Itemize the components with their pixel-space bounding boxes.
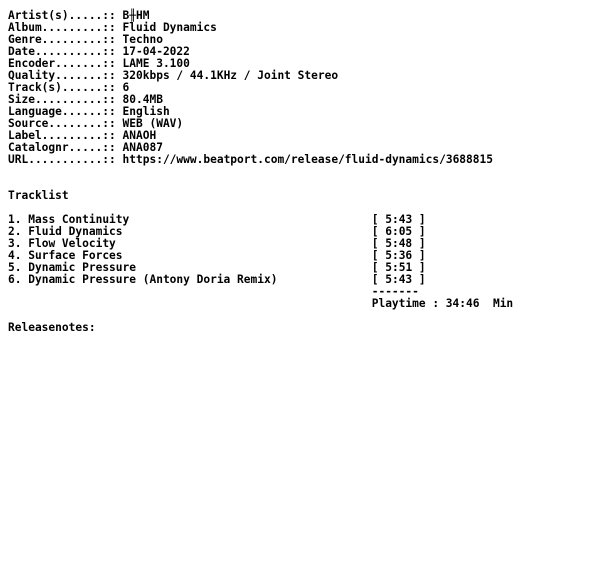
releasenotes-heading: Releasenotes:: [8, 321, 96, 334]
blank-line: [8, 166, 513, 178]
track-title: Fluid Dynamics: [28, 225, 123, 238]
tracklist: [8, 214, 513, 286]
track-number: 3.: [8, 237, 22, 250]
track-number: 2.: [8, 225, 22, 238]
meta-line-url: [8, 154, 513, 166]
meta-value: 320kbps / 44.1KHz / Joint Stereo: [122, 69, 339, 82]
meta-value: 6: [122, 81, 130, 94]
track-title: Surface Forces: [28, 249, 123, 262]
meta-key: Date..........::: [8, 45, 116, 58]
track-duration: [ 6:05 ]: [371, 225, 426, 238]
playtime-line: [8, 298, 513, 310]
meta-value: 80.4MB: [122, 93, 163, 106]
meta-key: Quality.......::: [8, 69, 116, 82]
track-title: Flow Velocity: [28, 237, 116, 250]
meta-value: Techno: [122, 33, 163, 46]
track-title: Dynamic Pressure (Antony Doria Remix): [28, 273, 278, 286]
meta-value: Fluid Dynamics: [122, 21, 217, 34]
meta-key: Encoder.......::: [8, 57, 116, 70]
meta-key: Language......::: [8, 105, 116, 118]
track-duration: [ 5:51 ]: [371, 261, 426, 274]
track-number: 5.: [8, 261, 22, 274]
playtime-text: Playtime : 34:46 Min: [371, 297, 514, 310]
meta-value: LAME 3.100: [122, 57, 190, 70]
tracklist-heading: Tracklist: [8, 189, 69, 202]
meta-value: ANAOH: [122, 129, 157, 142]
meta-value: WEB (WAV): [122, 117, 184, 130]
meta-key: Album.........::: [8, 21, 116, 34]
meta-value: B╫HM: [122, 9, 150, 22]
meta-key: Catalognr.....::: [8, 141, 116, 154]
track-duration: [ 5:36 ]: [371, 249, 426, 262]
separator: -------: [371, 285, 419, 298]
meta-key: Artist(s).....::: [8, 9, 116, 22]
meta-value: ANA087: [122, 141, 163, 154]
meta-key: Source........::: [8, 117, 116, 130]
meta-key: Genre.........::: [8, 33, 116, 46]
track-number: 4.: [8, 249, 22, 262]
track-title: Dynamic Pressure: [28, 261, 137, 274]
meta-key: URL...........::: [8, 153, 116, 166]
meta-value: 17-04-2022: [122, 45, 190, 58]
meta-key: Label.........::: [8, 129, 116, 142]
track-number: 1.: [8, 213, 22, 226]
track-duration: [ 5:48 ]: [371, 237, 426, 250]
meta-key: Size..........::: [8, 93, 116, 106]
meta-value: English: [122, 105, 170, 118]
track-title: Mass Continuity: [28, 213, 130, 226]
meta-value: https://www.beatport.com/release/fluid-dynamics/3688815: [122, 153, 493, 166]
nfo-document: [8, 10, 513, 334]
track-duration: [ 5:43 ]: [371, 213, 426, 226]
blank-line: [8, 178, 513, 190]
track-number: 6.: [8, 273, 22, 286]
track-duration: [ 5:43 ]: [371, 273, 426, 286]
meta-key: Track(s)......::: [8, 81, 116, 94]
